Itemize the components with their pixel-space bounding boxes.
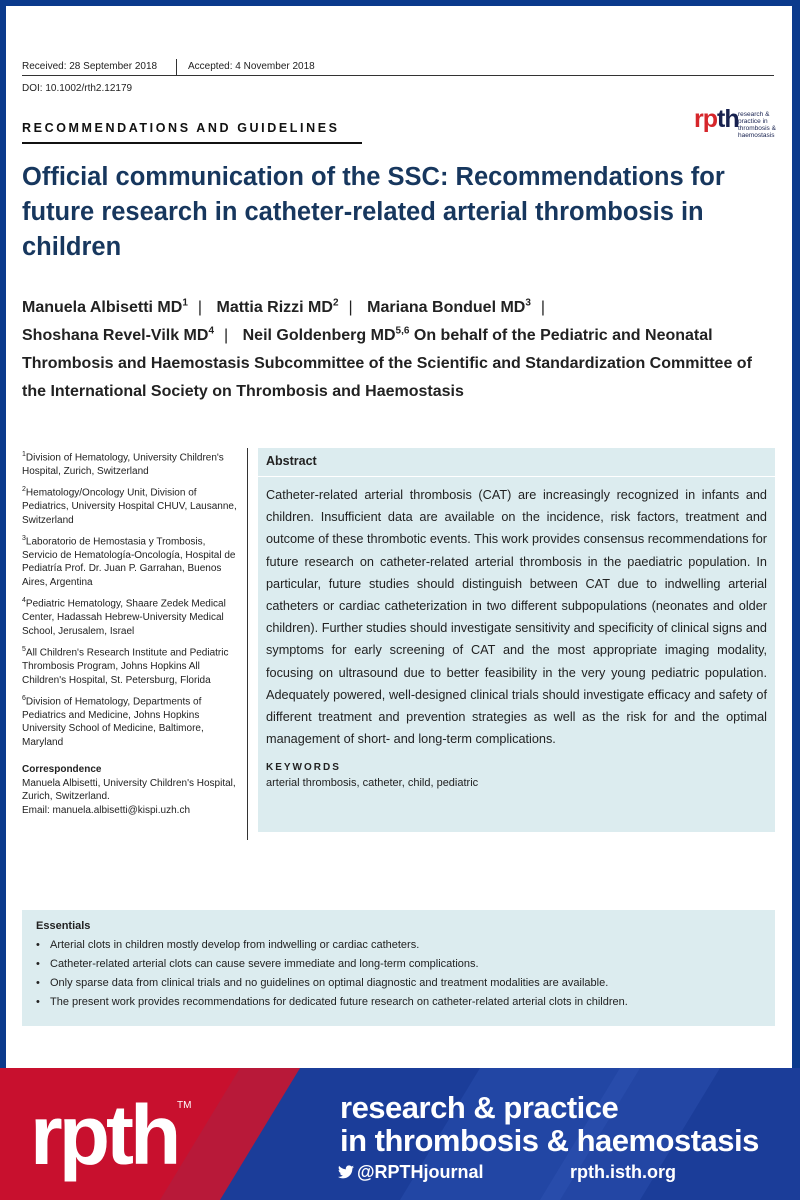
banner-title-line2: in thrombosis & haemostasis: [340, 1123, 759, 1158]
journal-banner: [0, 1068, 800, 1200]
section-underline: [22, 142, 362, 144]
abstract-heading: Abstract: [266, 454, 317, 468]
keywords-heading: KEYWORDS: [266, 762, 341, 774]
author-name[interactable]: Mattia Rizzi MD: [216, 299, 333, 316]
affiliation-item: $^6$Division of Hematology, Departments of Pediatrics and Medicine, Johns Hopkins University School of Medicine, Baltimore, Maryland: [22, 695, 204, 748]
banner-trademark: TM: [177, 1100, 192, 1111]
affiliation-item: $^1$Division of Hematology, University Children's Hospital, Zurich, Switzerland: [22, 451, 224, 477]
essentials-box: [22, 910, 775, 1026]
accepted-date: Accepted: 4 November 2018: [188, 61, 315, 72]
correspondence-heading: Correspondence: [22, 764, 102, 776]
author-divider: |: [540, 299, 546, 316]
essentials-item: • The present work provides recommendations for dedicated future research on catheter-related arterial clots in children.: [36, 993, 761, 1012]
author-divider: |: [197, 299, 203, 316]
essentials-item: • Only sparse data from clinical trials and no guidelines on optimal diagnostic and treatment modalities are available.: [36, 974, 761, 993]
essentials-item: • Arterial clots in children mostly develop from indwelling or cardiac catheters.: [36, 936, 761, 955]
abstract-text: Catheter-related arterial thrombosis (CAT) are increasingly recognized in infants and children. Insufficient data are available on the incidence, risk factors, treatment and outcome of these thrombotic events. This work provides consensus recommendations for future research on catheter-related arterial thrombosis in the paediatric population. In particular, future studies should distinguish between CAT due to indwelling arterial catheters or cardiac catheterization in two different subpopulations (neonates and older children). Further studies should investigate sensitivity and specificity of clinical signs and symptoms for early screening of CAT and the most appropriate imaging modality, focusing on ultrasound due to better feasibility in the very young pediatric population. Adequately powered, well-designed clinical trials should investigate efficacy and safety of different treatment and prevention strategies as well as the risk for and the optimal management of short- and long-term complications.: [266, 488, 767, 747]
journal-logo: [694, 104, 784, 140]
logo-letters: rpth: [694, 105, 739, 133]
author-sup: 3: [525, 297, 531, 309]
banner-logo: rpth: [30, 1088, 178, 1182]
author-sup: 2: [332, 297, 339, 309]
affiliation-item: $^5$All Children's Research Institute and Pediatric Thrombosis Program, Johns Hopkins All Children's Hospital, St. Petersburg, Florida: [22, 646, 229, 686]
affiliation-item: $^4$Pediatric Hematology, Shaare Zedek Medical Center, Hadassah Hebrew-University Medical School, Jerusalem, Israel: [22, 597, 226, 637]
keywords-text: arterial thrombosis, catheter, child, pediatric: [266, 777, 479, 790]
correspondence-text: Manuela Albisetti, University Children's Hospital, Zurich, Switzerland.: [22, 777, 236, 803]
author-sup: 4: [208, 325, 214, 337]
affiliation-item: $^3$Laboratorio de Hemostasia y Trombosis, Servicio de Hematología-Oncología, Hospital de Pediatría Prof. Dr. Juan P. Garrahan, Buenos Aires, Argentina: [22, 535, 236, 588]
affiliation-item: $^2$Hematology/Oncology Unit, Division of Pediatrics, University Hospital CHUV, Lausanne, Switzerland: [22, 486, 237, 526]
author-name[interactable]: Neil Goldenberg MD: [242, 327, 396, 344]
author-list: [22, 294, 774, 406]
essentials-list: [36, 936, 761, 1012]
author-name[interactable]: Manuela Albisetti MD: [22, 299, 183, 316]
section-label: RECOMMENDATIONS AND GUIDELINES: [22, 121, 340, 135]
affiliations: [22, 448, 237, 817]
banner-website-link[interactable]: rpth.isth.org: [570, 1162, 676, 1182]
author-name[interactable]: Shoshana Revel-Vilk MD: [22, 327, 209, 344]
author-divider: |: [224, 327, 229, 344]
author-sup: 5,6: [395, 325, 410, 337]
received-date: Received: 28 September 2018: [22, 61, 158, 72]
article-title: Official communication of the SSC: Recommendations for future research in catheter-related arterial thrombosis in children: [22, 163, 725, 261]
author-sup: 1: [182, 297, 188, 309]
logo-tagline: research & practice in thrombosis & haemostasis: [738, 111, 776, 139]
author-name[interactable]: Mariana Bonduel MD: [367, 299, 526, 316]
essentials-heading: Essentials: [36, 920, 91, 932]
twitter-bird-icon: [338, 1165, 354, 1179]
essentials-item: • Catheter-related arterial clots can cause severe immediate and long-term complications.: [36, 955, 761, 974]
abstract-box: [258, 448, 775, 832]
social-handle-text: @RPTHjournal: [357, 1162, 484, 1182]
author-divider: |: [348, 299, 353, 316]
header-separator: [176, 59, 177, 76]
doi-link[interactable]: DOI: 10.1002/rth2.12179: [22, 83, 133, 94]
banner-title-line1: research & practice: [340, 1090, 619, 1125]
column-divider: [247, 448, 248, 840]
correspondence-email[interactable]: Email: manuela.albisetti@kispi.uzh.ch: [22, 804, 191, 816]
header-rule: [22, 75, 774, 76]
abstract-rule: [258, 476, 775, 477]
banner-social-handle[interactable]: [338, 1162, 484, 1183]
author-group: On behalf of the Pediatric and Neonatal Thrombosis and Haemostasis Subcommittee of the Scientific and Standardization Committee of the International Society on Thrombosis and Haemostasis: [22, 327, 752, 400]
